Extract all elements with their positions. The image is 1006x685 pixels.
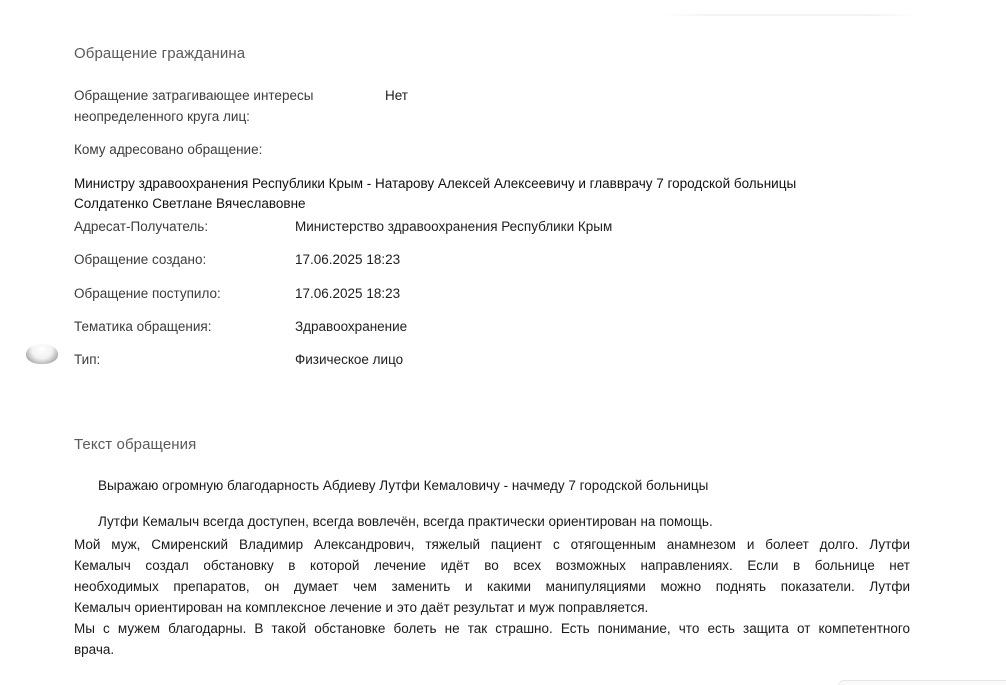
addressed-to-line1: Министру здравоохранения Республики Крым - Натарову Алексей Алексеевичу и главврачу 7 городской больницы bbox=[74, 176, 797, 191]
field-label-line2: неопределенного круга лиц: bbox=[74, 109, 250, 124]
field-value: 17.06.2025 18:23 bbox=[295, 286, 401, 301]
field-value: Физическое лицо bbox=[295, 352, 404, 367]
field-value: 17.06.2025 18:23 bbox=[295, 252, 401, 267]
field-label: Обращение создано: bbox=[74, 252, 207, 267]
appeal-paragraph-intro: Лутфи Кемалыч всегда доступен, всегда вовлечён, всегда практически ориентирован на помощь. bbox=[98, 514, 713, 529]
appeal-paragraph-closing bbox=[74, 618, 910, 660]
scan-artifact-bottom-edge bbox=[838, 680, 1006, 685]
field-value: Нет bbox=[385, 88, 408, 103]
field-value: Министерство здравоохранения Республики Крым bbox=[295, 219, 613, 234]
field-label-line1: Обращение затрагивающее интересы bbox=[74, 88, 314, 103]
appeal-paragraph-gratitude: Выражаю огромную благодарность Абдиеву Лутфи Кемаловичу - начмеду 7 городской больницы bbox=[98, 478, 709, 493]
appeal-text-line: Кемалыч создал обстановку в которой лечение идёт во всех возможных направлениях. Если в больнице нет bbox=[74, 558, 910, 573]
section-title-citizen-appeal: Обращение гражданина bbox=[74, 45, 246, 62]
scan-artifact-shadow bbox=[26, 344, 58, 364]
addressed-to-line2: Солдатенко Светлане Вячеславовне bbox=[74, 196, 306, 211]
field-label: Обращение поступило: bbox=[74, 286, 221, 301]
scan-artifact-top-line bbox=[660, 14, 920, 16]
appeal-text-line: необходимых препаратов, он думает чем заменить и какими манипуляциями можно поднять показатели. Лутфи bbox=[74, 579, 910, 594]
field-label: Тематика обращения: bbox=[74, 319, 212, 334]
appeal-text-line: Мой муж, Смиренский Владимир Александрович, тяжелый пациент с отягощенным анамнезом и болеет долго. Лутфи bbox=[74, 537, 910, 552]
appeal-paragraph-husband bbox=[74, 534, 910, 618]
addressed-to-label: Кому адресовано обращение: bbox=[74, 142, 263, 157]
appeal-text-line: Кемалыч ориентирован на комплексное лечение и это даёт результат и муж поправляется. bbox=[74, 600, 649, 615]
field-label: Адресат-Получатель: bbox=[74, 219, 209, 234]
section-title-appeal-text: Текст обращения bbox=[74, 436, 197, 453]
field-label: Тип: bbox=[74, 352, 101, 367]
appeal-text-line: врача. bbox=[74, 642, 115, 657]
field-value: Здравоохранение bbox=[295, 319, 408, 334]
appeal-text-line: Мы с мужем благодарны. В такой обстановке болеть не так страшно. Есть понимание, что есть защита от компетентного bbox=[74, 621, 910, 636]
